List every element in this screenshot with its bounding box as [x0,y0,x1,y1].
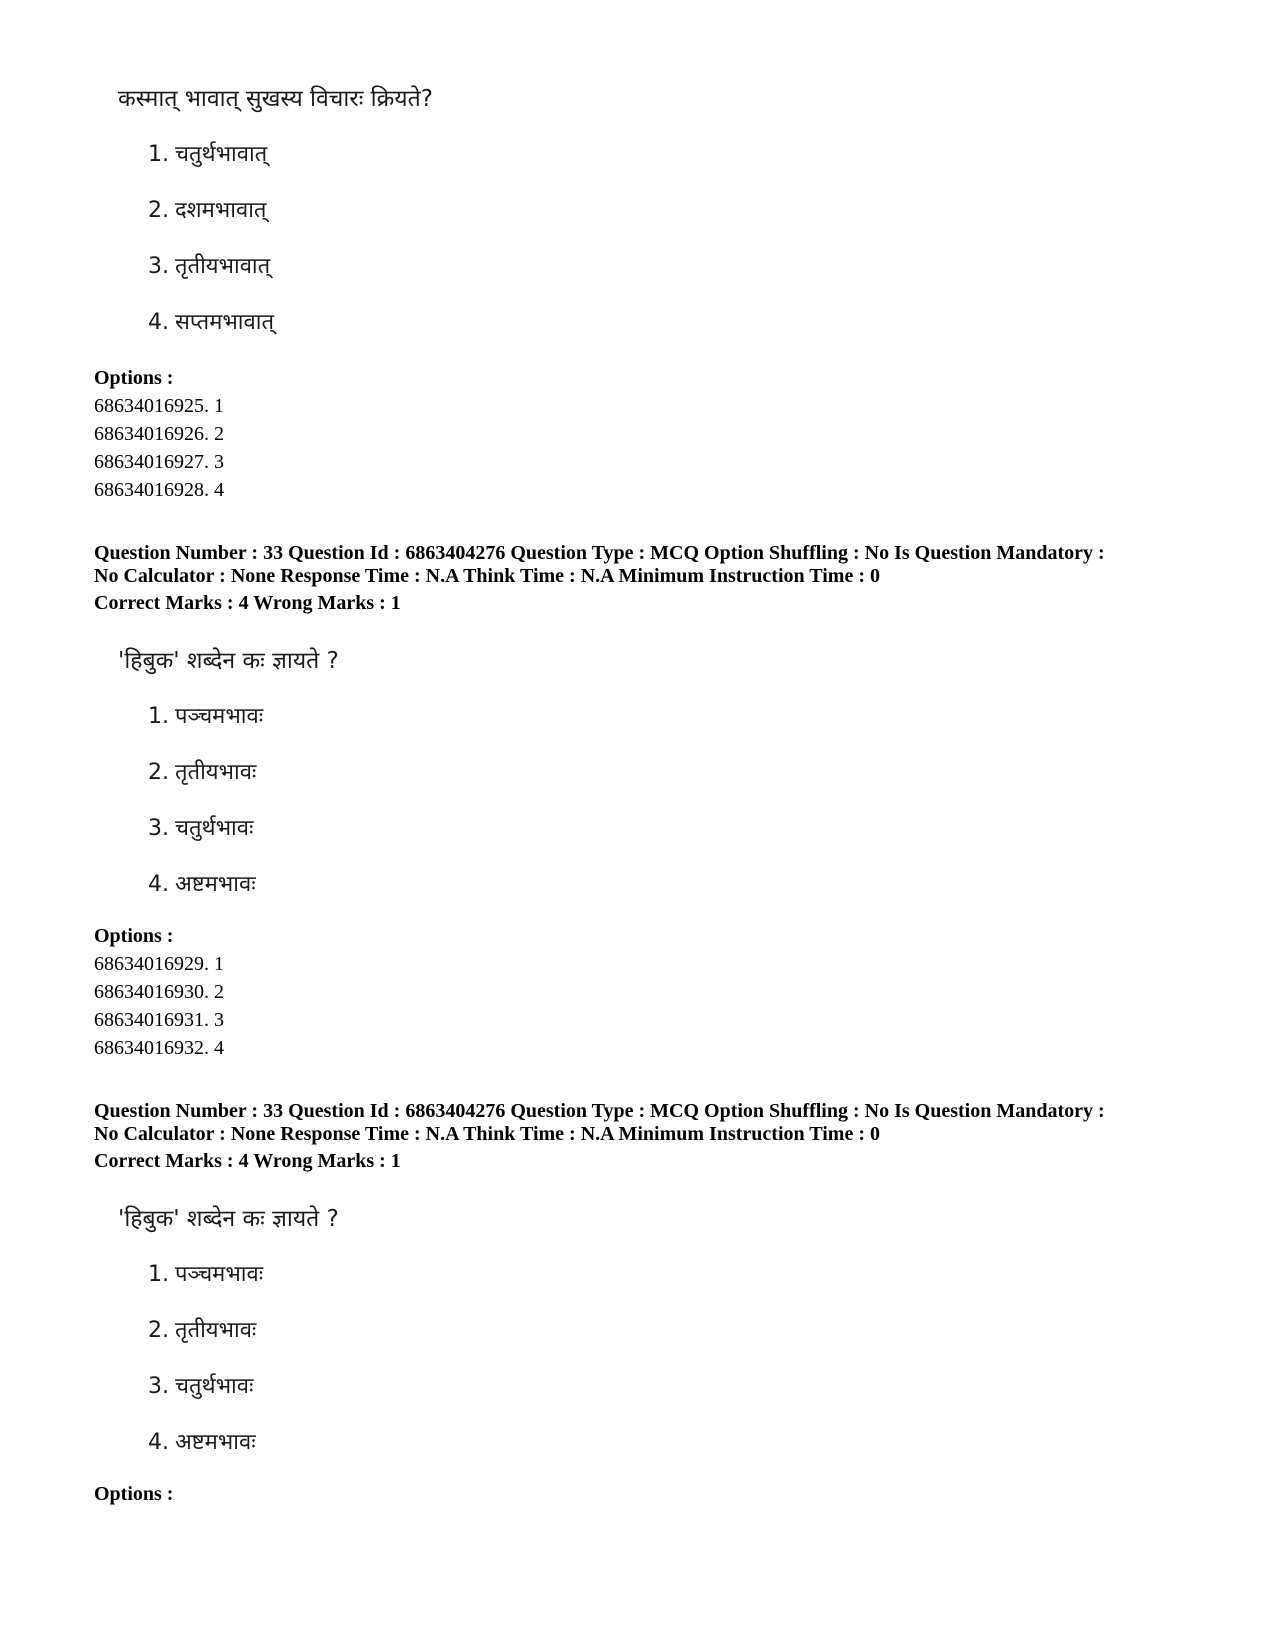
choice-text: अष्टमभावः [175,872,256,897]
choice-item [148,1376,253,1398]
option-row: 68634016925. 1 [94,395,224,417]
choice-number: 4. [148,1430,169,1455]
choice-item [148,818,253,840]
option-row: 68634016926. 2 [94,423,224,445]
choice-text: पञ्चमभावः [175,1262,264,1287]
choice-item [148,874,256,896]
option-row: 68634016932. 4 [94,1037,224,1059]
option-row: 68634016927. 3 [94,451,224,473]
choice-text: चतुर्थभावः [175,1374,254,1399]
question-text: 'हिबुक' शब्देन कः ज्ञायते ? [118,648,339,674]
choice-text: तृतीयभावः [175,1318,257,1343]
choice-item [148,1264,263,1286]
choice-number: 3. [148,1374,169,1399]
choice-item [148,706,263,728]
choice-number: 3. [148,816,169,841]
option-row: 68634016930. 2 [94,981,224,1003]
choice-number: 1. [148,1262,169,1287]
option-row: 68634016928. 4 [94,479,224,501]
choice-item [148,1432,256,1454]
option-row: 68634016929. 1 [94,953,224,975]
question-meta-line: Question Number : 33 Question Id : 6863404276 Question Type : MCQ Option Shuffling : No Is Question Mandatory : [94,542,1105,564]
choice-text: चतुर्थभावः [175,816,254,841]
choice-text: पञ्चमभावः [175,704,264,729]
choice-number: 1. [148,704,169,729]
choice-number: 4. [148,310,169,335]
choice-text: अष्टमभावः [175,1430,256,1455]
options-label: Options : [94,925,174,947]
choice-number: 2. [148,198,169,223]
option-row: 68634016931. 3 [94,1009,224,1031]
question-meta-line: No Calculator : None Response Time : N.A Think Time : N.A Minimum Instruction Time : 0 [94,1123,880,1145]
choice-item [148,200,266,222]
options-label: Options : [94,367,174,389]
choice-item [148,1320,256,1342]
choice-number: 4. [148,872,169,897]
question-meta-line: Question Number : 33 Question Id : 6863404276 Question Type : MCQ Option Shuffling : No Is Question Mandatory : [94,1100,1105,1122]
question-text: 'हिबुक' शब्देन कः ज्ञायते ? [118,1206,339,1232]
options-label: Options : [94,1483,174,1505]
choice-text: तृतीयभावात् [175,254,271,279]
choice-item [148,762,256,784]
choice-item [148,144,267,166]
choice-number: 2. [148,1318,169,1343]
marks-line: Correct Marks : 4 Wrong Marks : 1 [94,592,401,614]
choice-item [148,312,274,334]
question-text: कस्मात् भावात् सुखस्य विचारः क्रियते? [118,86,433,112]
choice-text: सप्तमभावात् [175,310,274,335]
choice-text: चतुर्थभावात् [175,142,268,167]
choice-number: 2. [148,760,169,785]
marks-line: Correct Marks : 4 Wrong Marks : 1 [94,1150,401,1172]
choice-number: 1. [148,142,169,167]
choice-number: 3. [148,254,169,279]
choice-item [148,256,270,278]
choice-text: तृतीयभावः [175,760,257,785]
question-meta-line: No Calculator : None Response Time : N.A Think Time : N.A Minimum Instruction Time : 0 [94,565,880,587]
choice-text: दशमभावात् [175,198,267,223]
